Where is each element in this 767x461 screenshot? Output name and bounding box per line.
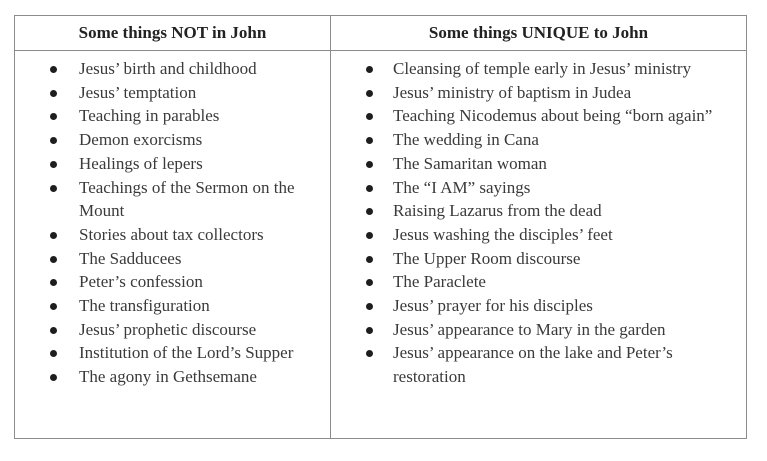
list-item bbox=[331, 104, 746, 128]
bullet-icon bbox=[50, 66, 57, 73]
bullet-icon bbox=[50, 90, 57, 97]
bullet-icon bbox=[366, 303, 373, 310]
list-item bbox=[15, 270, 330, 294]
list-item bbox=[15, 247, 330, 271]
list-item-text: Demon exorcisms bbox=[79, 130, 203, 150]
list-item-text: Jesus’ prophetic discourse bbox=[79, 319, 257, 339]
list-item bbox=[331, 247, 746, 271]
list-item-text: Jesus’ birth and childhood bbox=[79, 59, 257, 78]
bullet-icon bbox=[366, 232, 373, 239]
bullet-icon bbox=[366, 137, 373, 144]
bullet-icon bbox=[50, 303, 57, 310]
bullet-icon bbox=[366, 161, 373, 168]
bullet-icon bbox=[50, 256, 57, 263]
list-item-text: The wedding in Cana bbox=[393, 130, 539, 150]
header-not-in-john: Some things NOT in John bbox=[78, 23, 267, 42]
list-item-text: The “I AM” sayings bbox=[393, 177, 531, 197]
bullet-icon bbox=[366, 279, 373, 286]
list-item bbox=[15, 176, 330, 223]
bullet-icon bbox=[50, 327, 57, 334]
list-item bbox=[15, 128, 330, 152]
list-item-text: Jesus’ ministry of baptism in Judea bbox=[393, 82, 632, 102]
list-item bbox=[331, 176, 746, 200]
list-item-text: Teaching Nicodemus about being “born again” bbox=[393, 106, 713, 126]
list-item bbox=[331, 223, 746, 247]
bullet-icon bbox=[366, 256, 373, 263]
bullet-icon bbox=[366, 350, 373, 357]
list-item bbox=[15, 152, 330, 176]
table-header-row bbox=[15, 16, 746, 51]
bullet-icon bbox=[50, 113, 57, 120]
list-item bbox=[15, 57, 330, 81]
list-item-text: The transfiguration bbox=[79, 296, 210, 316]
list-item-text: Stories about tax collectors bbox=[79, 224, 264, 244]
not-in-john-list bbox=[15, 57, 330, 389]
bullet-icon bbox=[366, 208, 373, 215]
list-item bbox=[15, 104, 330, 128]
list-item-text: Raising Lazarus from the dead bbox=[393, 201, 602, 221]
list-item bbox=[331, 270, 746, 294]
list-item-text: Cleansing of temple early in Jesus’ ministry bbox=[393, 59, 692, 78]
list-item-text: Jesus’ appearance to Mary in the garden bbox=[393, 319, 666, 339]
bullet-icon bbox=[50, 232, 57, 239]
bullet-icon bbox=[50, 161, 57, 168]
bullet-icon bbox=[366, 90, 373, 97]
header-unique-to-john: Some things UNIQUE to John bbox=[428, 23, 649, 42]
list-item-text: Jesus’ appearance on the lake and Peter’s restoration bbox=[393, 343, 673, 387]
list-item bbox=[15, 341, 330, 365]
list-item bbox=[15, 223, 330, 247]
bullet-icon bbox=[366, 185, 373, 192]
list-item bbox=[15, 81, 330, 105]
list-item-text: Institution of the Lord’s Supper bbox=[79, 343, 294, 363]
comparison-table bbox=[14, 15, 747, 439]
list-item bbox=[331, 341, 746, 388]
list-item bbox=[331, 57, 746, 81]
list-item-text: Jesus’ temptation bbox=[79, 82, 197, 102]
list-item-text: Jesus washing the disciples’ feet bbox=[393, 224, 613, 244]
list-item bbox=[331, 81, 746, 105]
list-item bbox=[331, 318, 746, 342]
list-item-text: The Upper Room discourse bbox=[393, 248, 581, 268]
list-item-text: The Sadducees bbox=[79, 248, 182, 268]
bullet-icon bbox=[50, 374, 57, 381]
list-item bbox=[331, 128, 746, 152]
list-item-text: Teaching in parables bbox=[79, 106, 220, 126]
list-item bbox=[15, 365, 330, 389]
list-item-text: The Paraclete bbox=[393, 272, 486, 292]
list-item-text: The agony in Gethsemane bbox=[79, 367, 257, 387]
list-item bbox=[15, 318, 330, 342]
list-item-text: Peter’s confession bbox=[79, 272, 203, 292]
list-item-text: The Samaritan woman bbox=[393, 153, 547, 173]
list-item-text: Jesus’ prayer for his disciples bbox=[393, 296, 593, 316]
bullet-icon bbox=[50, 185, 57, 192]
list-item-text: Healings of lepers bbox=[79, 153, 203, 173]
list-item bbox=[331, 294, 746, 318]
list-item bbox=[331, 199, 746, 223]
list-item bbox=[15, 294, 330, 318]
bullet-icon bbox=[366, 66, 373, 73]
bullet-icon bbox=[366, 327, 373, 334]
bullet-icon bbox=[50, 137, 57, 144]
bullet-icon bbox=[366, 113, 373, 120]
bullet-icon bbox=[50, 279, 57, 286]
list-item-text: Teachings of the Sermon on the Mount bbox=[79, 177, 295, 221]
list-item bbox=[331, 152, 746, 176]
bullet-icon bbox=[50, 350, 57, 357]
unique-to-john-list bbox=[331, 57, 746, 389]
